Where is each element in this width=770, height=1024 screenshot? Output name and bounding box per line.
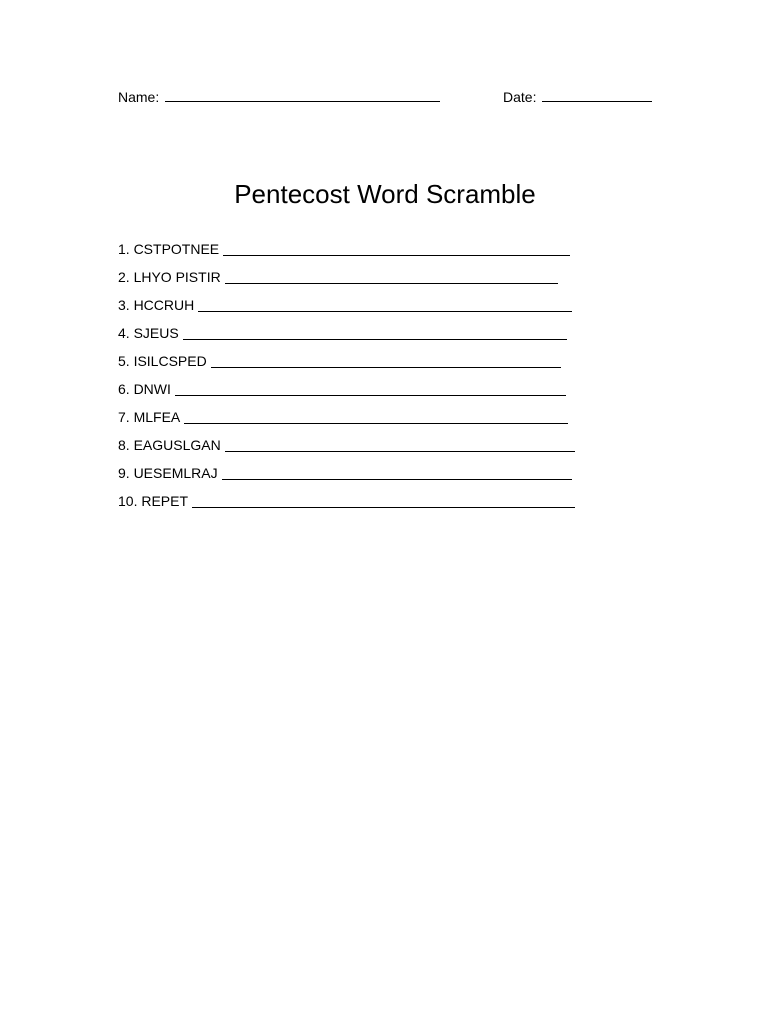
list-item [118, 343, 575, 371]
list-item [118, 483, 575, 511]
list-item [118, 427, 575, 455]
scrambled-word: 2. LHYO PISTIR [118, 269, 221, 285]
answer-line[interactable] [225, 268, 558, 284]
name-label: Name: [118, 89, 160, 105]
date-blank-line[interactable] [542, 86, 652, 102]
scrambled-word: 6. DNWI [118, 381, 171, 397]
answer-line[interactable] [223, 240, 570, 256]
answer-line[interactable] [211, 352, 561, 368]
answer-line[interactable] [225, 436, 575, 452]
scrambled-word: 3. HCCRUH [118, 297, 195, 313]
answer-line[interactable] [175, 380, 566, 396]
answer-line[interactable] [183, 324, 567, 340]
header-row [118, 86, 658, 108]
list-item [118, 231, 575, 259]
list-item [118, 259, 575, 287]
list-item [118, 371, 575, 399]
list-item [118, 315, 575, 343]
scrambled-word: 4. SJEUS [118, 325, 179, 341]
answer-line[interactable] [222, 464, 572, 480]
scrambled-word: 5. ISILCSPED [118, 353, 207, 369]
scrambled-word: 8. EAGUSLGAN [118, 437, 221, 453]
answer-line[interactable] [192, 492, 575, 508]
list-item [118, 287, 575, 315]
name-field [118, 86, 440, 107]
scrambled-word: 7. MLFEA [118, 409, 181, 425]
answer-line[interactable] [198, 296, 572, 312]
answer-line[interactable] [184, 408, 568, 424]
date-label: Date: [503, 89, 537, 105]
page-title: Pentecost Word Scramble [234, 179, 536, 209]
name-blank-line[interactable] [165, 86, 440, 102]
list-item [118, 399, 575, 427]
list-item [118, 455, 575, 483]
date-field [503, 86, 652, 107]
word-scramble-list [118, 231, 575, 511]
scrambled-word: 9. UESEMLRAJ [118, 465, 218, 481]
scrambled-word: 1. CSTPOTNEE [118, 241, 220, 257]
scrambled-word: 10. REPET [118, 493, 189, 509]
